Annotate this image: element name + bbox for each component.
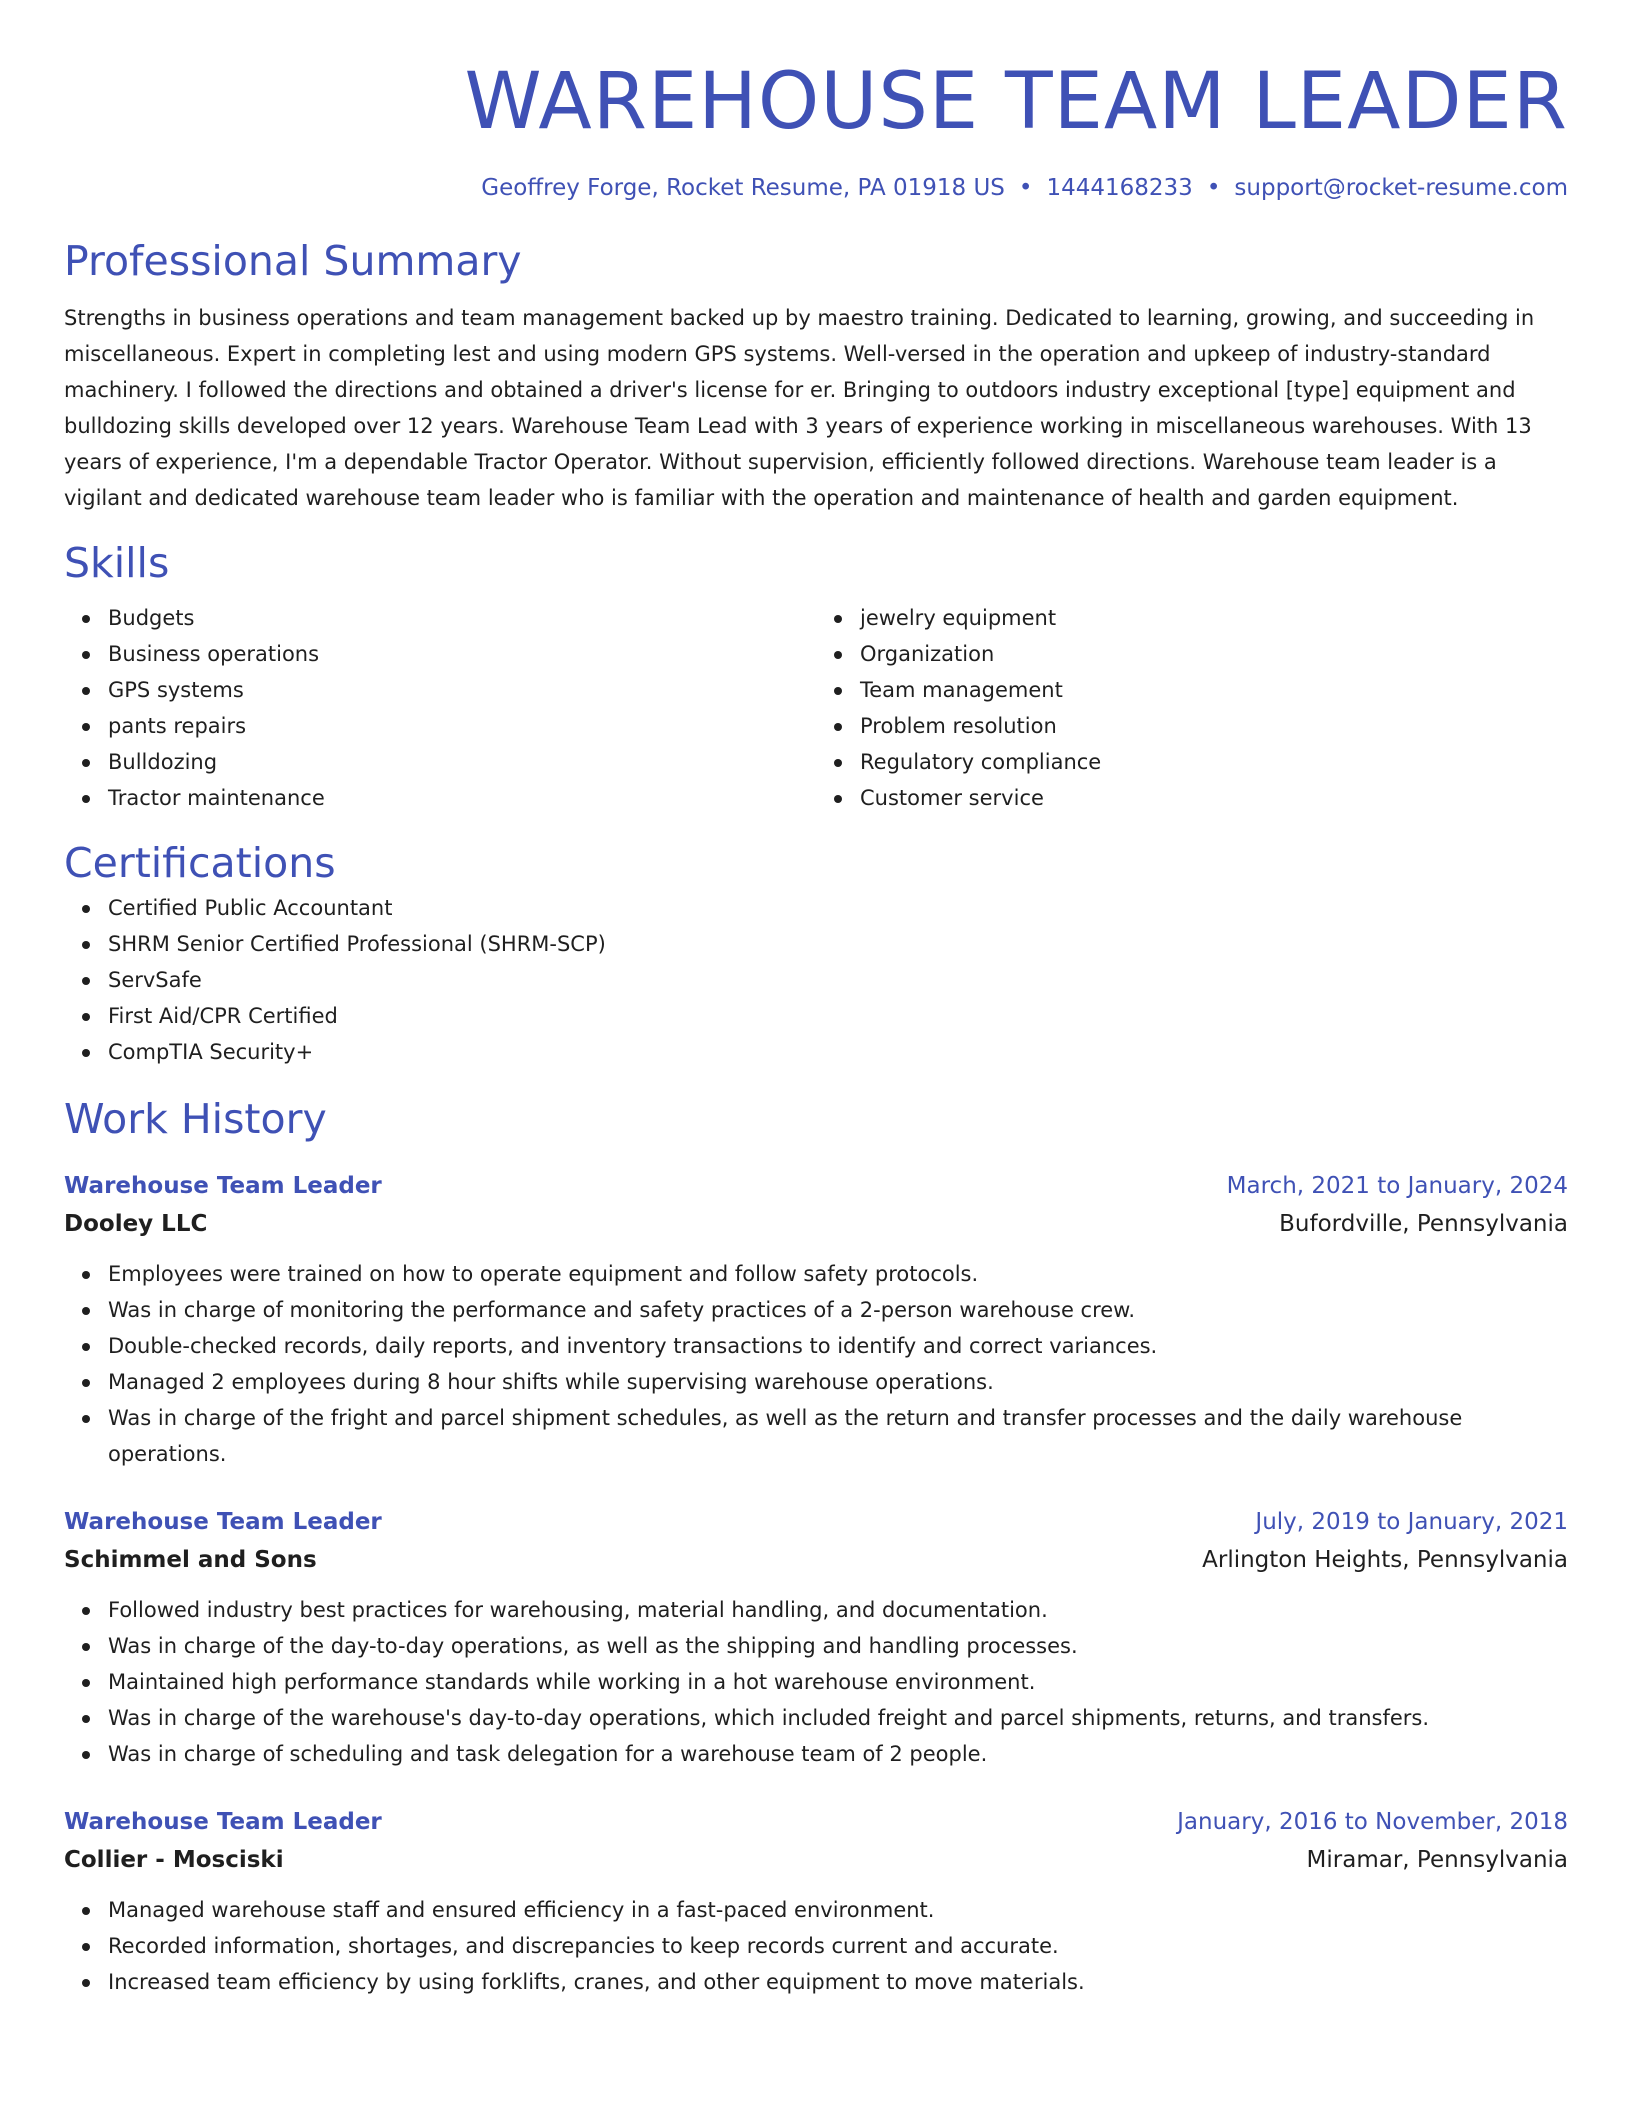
skills-list-right	[816, 600, 1568, 816]
job-duty-item: Recorded information, shortages, and discrepancies to keep records current and accurate.	[108, 1928, 1568, 1964]
job-header-row	[64, 1504, 1568, 1540]
section-heading-skills: Skills	[64, 539, 170, 587]
skill-item: Business operations	[108, 636, 816, 672]
job-location: Miramar, Pennsylvania	[1306, 1847, 1568, 1873]
skill-item: Customer service	[860, 780, 1568, 816]
skill-item: jewelry equipment	[860, 600, 1568, 636]
job-duty-item: Was in charge of scheduling and task delegation for a warehouse team of 2 people.	[108, 1736, 1568, 1772]
work-history-section	[64, 1092, 1568, 2000]
job-duty-item: Was in charge of the warehouse's day-to-day operations, which included freight and parcel shipments, returns, and transfers.	[108, 1700, 1568, 1736]
job-dates: March, 2021 to January, 2024	[1226, 1173, 1568, 1199]
certification-item: First Aid/CPR Certified	[108, 998, 1568, 1034]
skill-item: pants repairs	[108, 708, 816, 744]
skill-item: Regulatory compliance	[860, 744, 1568, 780]
job-duty-item: Maintained high performance standards while working in a hot warehouse environment.	[108, 1664, 1568, 1700]
certification-item: SHRM Senior Certified Professional (SHRM-SCP)	[108, 926, 1568, 962]
contact-phone: 1444168233	[1046, 175, 1193, 201]
resume-title: WAREHOUSE TEAM LEADER	[464, 57, 1568, 147]
section-heading-certifications: Certifications	[64, 839, 336, 887]
certification-item: Certified Public Accountant	[108, 890, 1568, 926]
skills-columns	[64, 600, 1568, 816]
job-duty-item: Was in charge of monitoring the performance and safety practices of a 2-person warehouse crew.	[108, 1292, 1568, 1328]
job-duties-list	[64, 1592, 1568, 1772]
summary-section	[64, 234, 1568, 516]
skills-column-right	[816, 600, 1568, 816]
job-company: Dooley LLC	[64, 1211, 208, 1237]
job-title: Warehouse Team Leader	[64, 1509, 382, 1535]
contact-email[interactable]: support@rocket-resume.com	[1234, 175, 1568, 201]
skill-item: Tractor maintenance	[108, 780, 816, 816]
job-location: Bufordville, Pennsylvania	[1279, 1211, 1568, 1237]
job-header-row	[64, 1804, 1568, 1840]
contact-separator: •	[1018, 175, 1033, 201]
job-header-row	[64, 1168, 1568, 1204]
section-heading-summary: Professional Summary	[64, 237, 522, 285]
contact-separator: •	[1206, 175, 1221, 201]
job-company: Schimmel and Sons	[64, 1547, 317, 1573]
job-company-row	[64, 1540, 1568, 1580]
skill-item: Budgets	[108, 600, 816, 636]
job-duties-list	[64, 1892, 1568, 2000]
skill-item: Problem resolution	[860, 708, 1568, 744]
job-title: Warehouse Team Leader	[64, 1173, 382, 1199]
certification-item: ServSafe	[108, 962, 1568, 998]
job-duty-item: Double-checked records, daily reports, and inventory transactions to identify and correct variances.	[108, 1328, 1568, 1364]
job-duties-list	[64, 1256, 1568, 1472]
job-entry	[64, 1168, 1568, 1472]
section-heading-work-history: Work History	[64, 1095, 327, 1143]
skill-item: Team management	[860, 672, 1568, 708]
job-entry	[64, 1804, 1568, 2000]
contact-line	[64, 172, 1568, 204]
certifications-section	[64, 836, 1568, 1070]
job-company-row	[64, 1840, 1568, 1880]
job-duty-item: Was in charge of the fright and parcel shipment schedules, as well as the return and transfer processes and the daily warehouse operations.	[108, 1400, 1568, 1472]
certifications-list	[64, 890, 1568, 1070]
skill-item: Organization	[860, 636, 1568, 672]
job-duty-item: Managed warehouse staff and ensured efficiency in a fast-paced environment.	[108, 1892, 1568, 1928]
skill-item: GPS systems	[108, 672, 816, 708]
job-entry	[64, 1504, 1568, 1772]
job-dates: January, 2016 to November, 2018	[1177, 1809, 1568, 1835]
job-dates: July, 2019 to January, 2021	[1255, 1509, 1568, 1535]
job-company-row	[64, 1204, 1568, 1244]
contact-address: Geoffrey Forge, Rocket Resume, PA 01918 US	[481, 175, 1005, 201]
skill-item: Bulldozing	[108, 744, 816, 780]
job-company: Collier - Mosciski	[64, 1847, 284, 1873]
job-location: Arlington Heights, Pennsylvania	[1202, 1547, 1568, 1573]
job-duty-item: Followed industry best practices for warehousing, material handling, and documentation.	[108, 1592, 1568, 1628]
certification-item: CompTIA Security+	[108, 1034, 1568, 1070]
job-duty-item: Employees were trained on how to operate equipment and follow safety protocols.	[108, 1256, 1568, 1292]
job-duty-item: Was in charge of the day-to-day operations, as well as the shipping and handling processes.	[108, 1628, 1568, 1664]
skills-list-left	[64, 600, 816, 816]
job-duty-item: Increased team efficiency by using forklifts, cranes, and other equipment to move materials.	[108, 1964, 1568, 2000]
skills-column-left	[64, 600, 816, 816]
skills-section	[64, 536, 1568, 816]
job-duty-item: Managed 2 employees during 8 hour shifts while supervising warehouse operations.	[108, 1364, 1568, 1400]
job-title: Warehouse Team Leader	[64, 1809, 382, 1835]
summary-text: Strengths in business operations and team management backed up by maestro training. Dedicated to learning, growing, and succeeding in miscellaneous. Expert in completing lest and using modern GPS systems. Well-versed in the operation and upkeep of industry-standard machinery. I followed the directions and obtained a driver's license for er. Bringing to outdoors industry exceptional [type] equipment and bulldozing skills developed over 12 years. Warehouse Team Lead with 3 years of experience working in miscellaneous warehouses. With 13 years of experience, I'm a dependable Tractor Operator. Without supervision, efficiently followed directions. Warehouse team leader is a vigilant and dedicated warehouse team leader who is familiar with the operation and maintenance of health and garden equipment.	[64, 306, 1535, 510]
